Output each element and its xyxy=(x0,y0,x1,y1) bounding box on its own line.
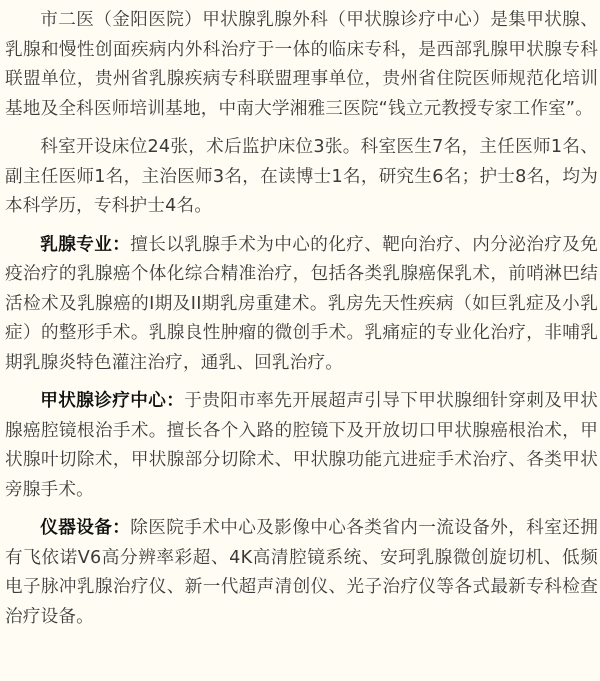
paragraph-equipment-text: 除医院手术中心及影像中心各类省内一流设备外，科室还拥有飞依诺V6高分辨率彩超、4K高清腔镜系统、安珂乳腺微创旋切机、低频电子脉冲乳腺治疗仪、新一代超声清创仪、光子治疗仪等各式最新专科检查治疗设备。 xyxy=(5,518,598,627)
paragraph-thyroid-center xyxy=(5,387,598,505)
paragraph-thyroid-center-text: 于贵阳市率先开展超声引导下甲状腺细针穿刺及甲状腺癌腔镜根治手术。擅长各个入路的腔镜下及开放切口甲状腺癌根治术，甲状腺叶切除术，甲状腺部分切除术、甲状腺功能亢进症手术治疗、各类甲状旁腺手术。 xyxy=(5,391,598,500)
paragraph-equipment-heading: 仪器设备： xyxy=(40,518,131,538)
paragraph-breast-specialty xyxy=(5,231,598,379)
paragraph-breast-specialty-text: 擅长以乳腺手术为中心的化疗、靶向治疗、内分泌治疗及免疫治疗的乳腺癌个体化综合精准治疗，包括各类乳腺癌保乳术，前哨淋巴结活检术及乳腺癌的I期及II期乳房重建术。乳房先天性疾病（如巨乳症及小乳症）的整形手术。乳腺良性肿瘤的微创手术。乳痛症的专业化治疗，非哺乳期乳腺炎特色灌注治疗，通乳、回乳治疗。 xyxy=(5,234,598,373)
paragraph-staffing xyxy=(5,133,598,222)
paragraph-intro-text: 市二医（金阳医院）甲状腺乳腺外科（甲状腺诊疗中心）是集甲状腺、乳腺和慢性创面疾病内外科治疗于一体的临床专科，是西部乳腺甲状腺专科联盟单位，贵州省乳腺疾病专科联盟理事单位，贵州省住院医师规范化培训基地及全科医师培训基地，中南大学湘雅三医院“钱立元教授专家工作室”。 xyxy=(5,10,598,119)
paragraph-thyroid-center-heading: 甲状腺诊疗中心： xyxy=(40,391,185,411)
paragraph-breast-specialty-heading: 乳腺专业： xyxy=(40,234,131,255)
paragraph-intro xyxy=(5,6,598,124)
paragraph-staffing-text: 科室开设床位24张，术后监护床位3张。科室医生7名，主任医师1名、副主任医师1名，主治医师3名，在读博士1名，研究生6名；护士8名，均为本科学历，专科护士4名。 xyxy=(5,137,598,216)
paragraph-equipment xyxy=(5,514,598,632)
